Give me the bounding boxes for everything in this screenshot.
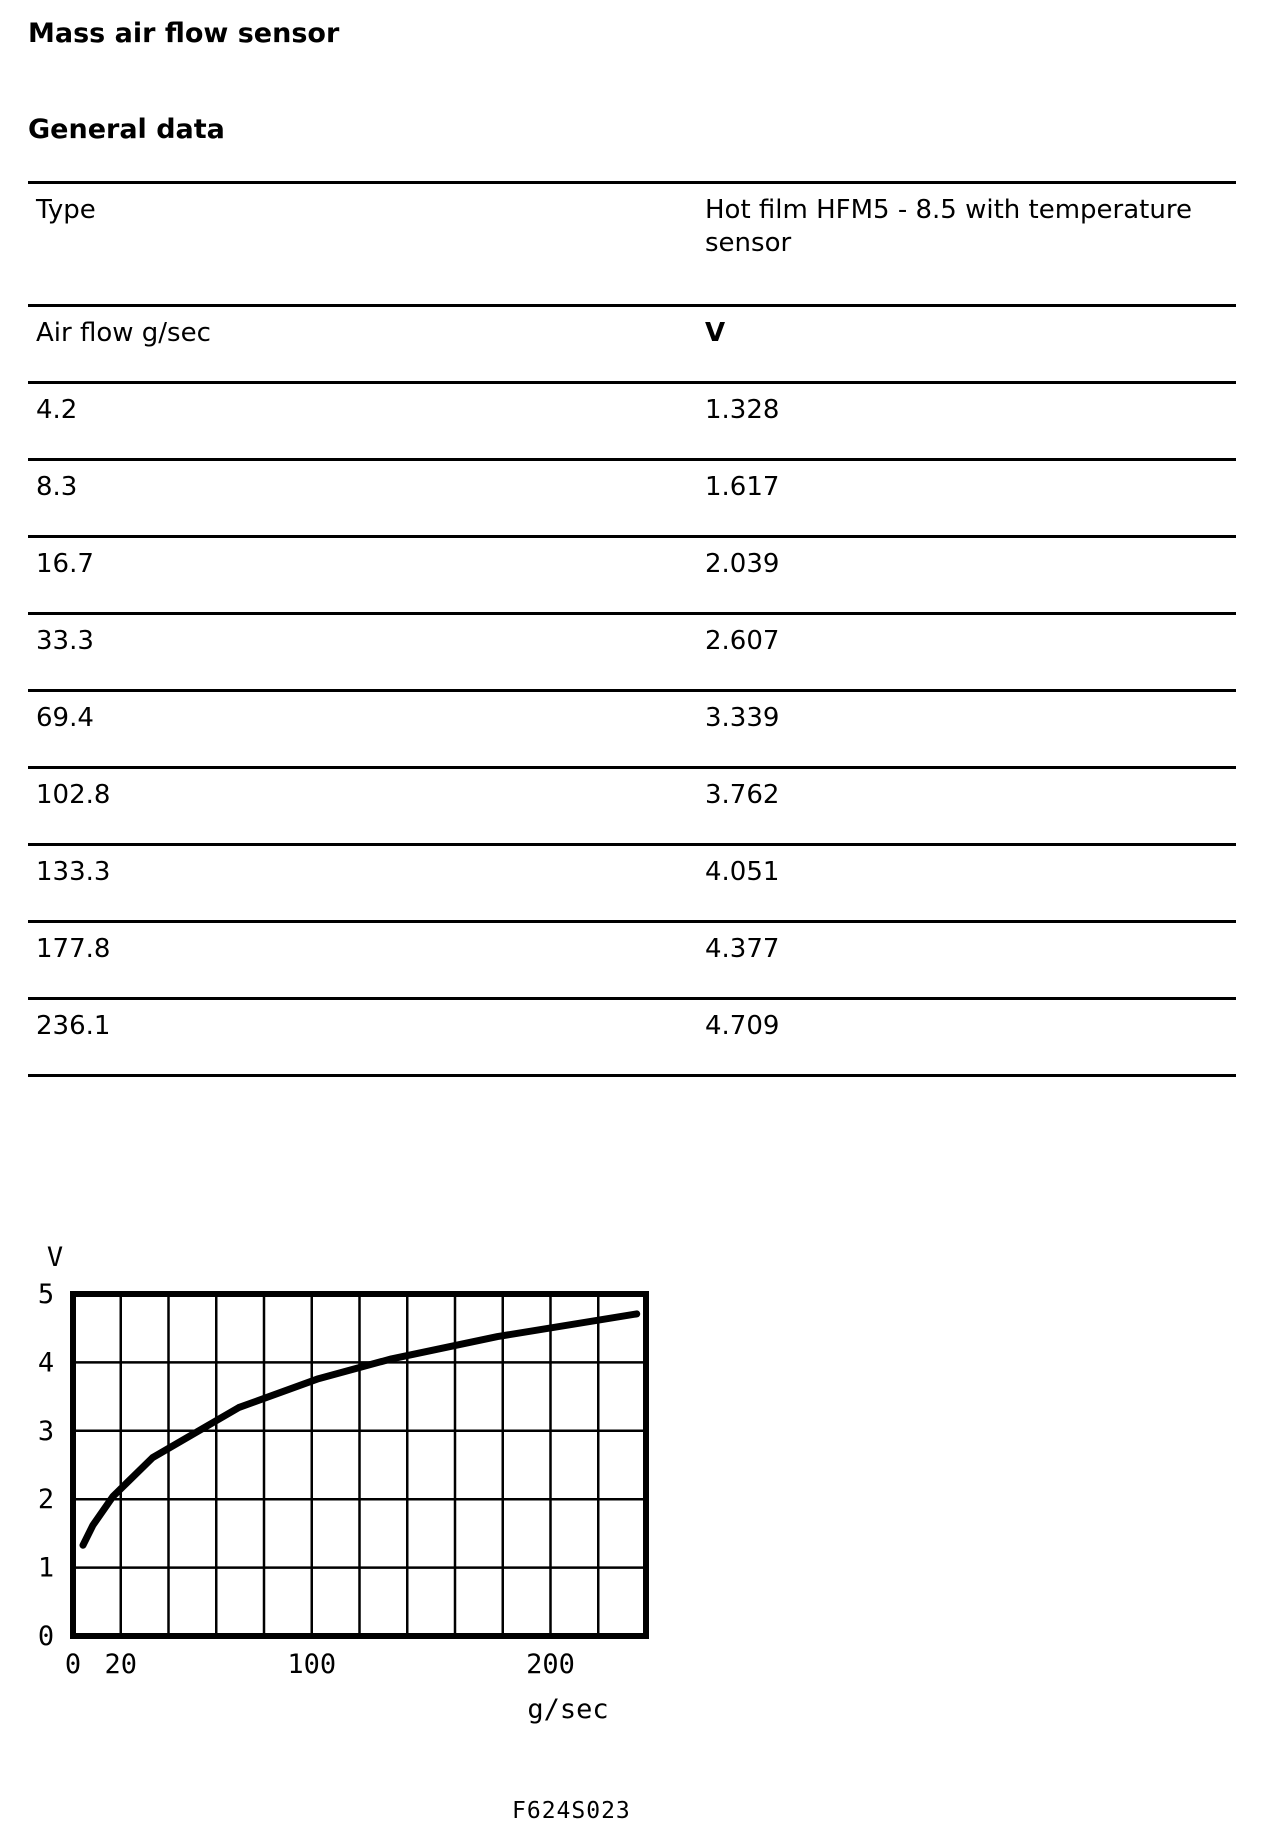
voltage-cell: 1.617 — [697, 460, 1236, 537]
table-row — [28, 460, 1236, 537]
table-row — [28, 922, 1236, 999]
airflow-cell: 236.1 — [28, 999, 697, 1076]
type-row — [28, 183, 1236, 306]
y-axis-label: V — [46, 1242, 64, 1273]
voltage-cell: 2.607 — [697, 614, 1236, 691]
page-title: Mass air flow sensor — [28, 18, 340, 49]
y-tick-label: 5 — [37, 1279, 55, 1310]
table-row — [28, 845, 1236, 922]
voltage-cell: 3.762 — [697, 768, 1236, 845]
voltage-cell: 3.339 — [697, 691, 1236, 768]
section-title: General data — [28, 114, 225, 145]
x-tick-labels — [65, 1649, 575, 1680]
y-tick-label: 2 — [37, 1484, 55, 1516]
table-row — [28, 691, 1236, 768]
voltage-cell: 1.328 — [697, 383, 1236, 460]
airflow-cell: 8.3 — [28, 460, 697, 537]
airflow-voltage-chart — [0, 1230, 700, 1750]
x-tick-label: 100 — [287, 1649, 337, 1680]
airflow-cell: 102.8 — [28, 768, 697, 845]
airflow-cell: 177.8 — [28, 922, 697, 999]
airflow-cell: 69.4 — [28, 691, 697, 768]
header-row — [28, 306, 1236, 383]
header-voltage: V — [697, 306, 1236, 383]
y-tick-label: 4 — [37, 1347, 55, 1379]
figure-code: F624S023 — [512, 1798, 631, 1824]
y-tick-labels — [38, 1279, 54, 1652]
voltage-cell: 2.039 — [697, 537, 1236, 614]
airflow-cell: 133.3 — [28, 845, 697, 922]
header-airflow: Air flow g/sec — [28, 306, 697, 383]
type-label: Type — [28, 183, 697, 306]
y-tick-label: 1 — [37, 1552, 55, 1584]
x-tick-label: 0 — [64, 1649, 82, 1680]
type-value: Hot film HFM5 - 8.5 with temperature sensor — [697, 183, 1236, 306]
table-row — [28, 999, 1236, 1076]
table-row — [28, 768, 1236, 845]
chart-svg — [0, 1230, 700, 1750]
airflow-cell: 16.7 — [28, 537, 697, 614]
y-tick-label: 0 — [37, 1621, 55, 1652]
voltage-cell: 4.377 — [697, 922, 1236, 999]
airflow-cell: 4.2 — [28, 383, 697, 460]
table-row — [28, 537, 1236, 614]
airflow-cell: 33.3 — [28, 614, 697, 691]
spec-table — [28, 181, 1236, 1077]
y-tick-label: 3 — [37, 1415, 55, 1447]
voltage-cell: 4.051 — [697, 845, 1236, 922]
table-row — [28, 614, 1236, 691]
x-tick-label: 20 — [104, 1649, 138, 1680]
voltage-cell: 4.709 — [697, 999, 1236, 1076]
table-row — [28, 383, 1236, 460]
x-tick-label: 200 — [526, 1649, 575, 1680]
x-axis-label: g/sec — [527, 1694, 609, 1725]
chart-grid — [73, 1294, 646, 1636]
